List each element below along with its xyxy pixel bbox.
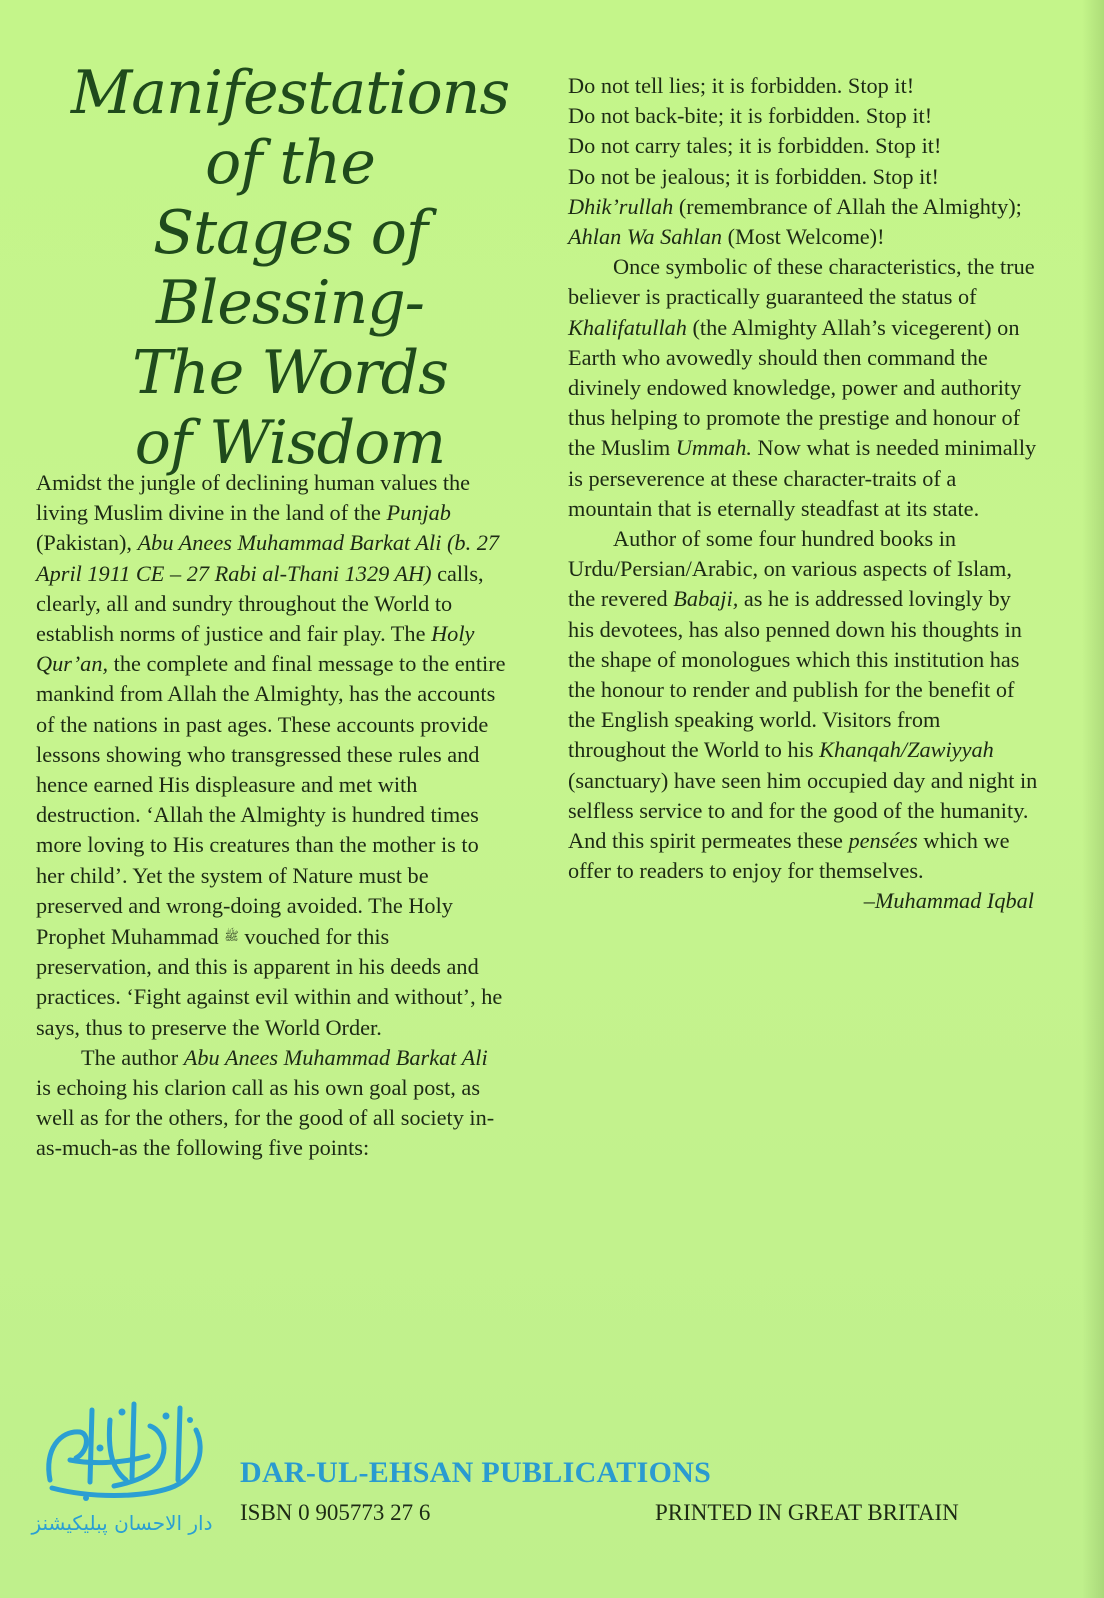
point-item: Do not back-bite; it is forbidden. Stop it! [568, 103, 933, 129]
title-line: of Wisdom [134, 408, 446, 478]
intro-paragraph: Amidst the jungle of declining human values the living Muslim divine in the land of the Punjab (Pakistan), Abu Anees Muhammad Barkat Ali (b. 27 April 1911 CE – 27 Rabi al-Thani 1329 AH) calls, clearly, all and sundry throughout the World to establish norms of justice and fair play. The Holy Qur’an, the complete and final message to the entire mankind from Allah the Almighty, has the accounts of the nations in past ages. These accounts provide lessons showing who transgressed these rules and hence earned His displeasure and met with destruction. ‘Allah the Almighty is hundred times more loving to His creatures than the mother is to her child’. Yet the system of Nature must be preserved and wrong-doing avoided. The Holy Prophet Muhammad ﷺ vouched for this preservation, and this is apparent in his deeds and practices. ‘Fight against evil within and without’, he says, thus to preserve the World Order. [36, 470, 506, 1040]
biography-paragraph: Author of some four hundred books in Urdu/Persian/Arabic, on various aspects of Islam, the revered Babaji, as he is addressed lovingly by his devotees, has also penned down his thoughts in the shape of monologues which this institution has the honour to render and publish for the benefit of the English speaking world. Visitors from throughout the World to his Khanqah/Zawiyyah (sanctuary) have seen him occupied day and night in selfless service to and for the good of the humanity. And this spirit permeates these pensées which we offer to readers to enjoy for themselves. [568, 526, 1038, 884]
author-paragraph: The author Abu Anees Muhammad Barkat Ali is echoing his clarion call as his own goal post, as well as for the others, for the good of all society in-as-much-as the following five points: [36, 1044, 495, 1161]
point-item: Do not carry tales; it is forbidden. Stop it! [568, 133, 942, 159]
isbn: ISBN 0 905773 27 6 [240, 1500, 431, 1525]
publisher-logo-icon [30, 1390, 215, 1540]
title-line: The Words [132, 338, 448, 408]
title-line: Manifestations of the [70, 58, 510, 198]
emphasis-text: pensées [848, 828, 918, 854]
emphasis-text: Babaji, [673, 586, 739, 612]
page-edge-shadow [1082, 0, 1104, 1598]
left-column [36, 468, 506, 1164]
emphasis-text: Abu Anees Muhammad Barkat Ali [183, 1044, 488, 1070]
emphasis-text: Dhik’rullah [568, 193, 674, 219]
point-item: Do not be jealous; it is forbidden. Stop it! [568, 163, 939, 189]
emphasis-text: Holy Qur’an, [36, 621, 475, 677]
printed-in: PRINTED IN GREAT BRITAIN [655, 1500, 959, 1525]
emphasis-text: Ahlan Wa Sahlan [568, 224, 723, 250]
publisher-name: DAR-UL-EHSAN PUBLICATIONS [240, 1456, 712, 1489]
title-line: Stages of Blessing- [152, 198, 428, 338]
emphasis-text: Khalifatullah [568, 314, 687, 340]
point-item: Dhik’rullah (remembrance of Allah the Almighty); Ahlan Wa Sahlan (Most Welcome)! [568, 193, 1022, 250]
believer-paragraph: Once symbolic of these characteristics, the true believer is practically guaranteed the status of Khalifatullah (the Almighty Allah’s vicegerent) on Earth who avowedly should then command the divinely endowed knowledge, power and authority thus helping to promote the prestige and honour of the Muslim Ummah. Now what is needed minimally is perseverence at these character-traits of a mountain that is eternally steadfast at its state. [568, 254, 1037, 521]
honorific-glyph: ﷺ [224, 929, 239, 944]
point-item: Do not tell lies; it is forbidden. Stop it! [568, 73, 915, 98]
emphasis-text: Khanqah/Zawiyyah [819, 737, 994, 763]
emphasis-text: Punjab [386, 500, 451, 526]
logo-urdu-text: دار الاحسان پبلیکیشنز [31, 1511, 213, 1535]
right-column [568, 71, 1038, 917]
emphasis-text: Ummah. [675, 435, 752, 461]
book-title [40, 58, 540, 478]
signature: –Muhammad Iqbal [863, 888, 1034, 914]
emphasis-text: Abu Anees Muhammad Barkat Ali (b. 27 April 1911 CE – 27 Rabi al-Thani 1329 AH) [36, 530, 500, 586]
